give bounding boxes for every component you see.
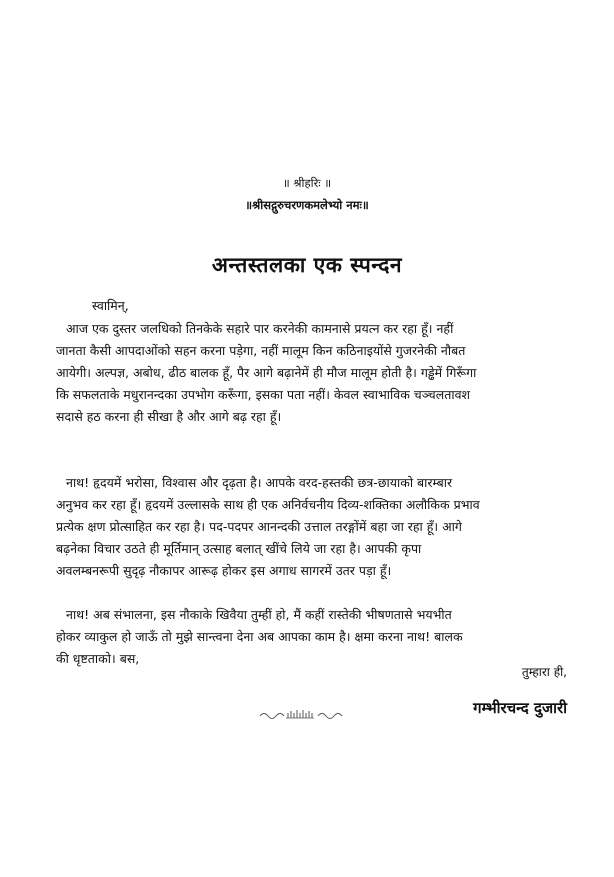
signature: गम्भीरचन्द दुजारी [473, 699, 567, 717]
paragraph-3 [56, 604, 564, 670]
ornamental-divider-icon [258, 708, 344, 722]
closing-phrase: तुम्हारा ही, [521, 665, 567, 679]
paragraph-line: होकर व्याकुल हो जाऊँ तो मुझे सान्त्वना देना अब आपका काम है। क्षमा करना नाथ! बालक [56, 629, 463, 644]
paragraph-line: की धृष्टताको। बस, [56, 651, 140, 666]
invocation-guru: ॥श्रीसद्गुरुचरणकमलेभ्यो नमः॥ [245, 198, 369, 212]
paragraph-line: आयेगी। अल्पज्ञ, अबोध, ढीठ बालक हूँ, पैर आगे बढ़ानेमें ही मौज मालूम होती है। गड्ढेमें गिरूँगा [56, 365, 477, 380]
paragraph-line: प्रत्येक क्षण प्रोत्साहित कर रहा है। पद-पदपर आनन्दकी उत्ताल तरङ्गोंमें बहा जा रहा हूँ। आगे [56, 519, 462, 534]
paragraph-line: सदासे हठ करना ही सीखा है और आगे बढ़ रहा हूँ। [56, 409, 282, 424]
paragraph-line: आज एक दुस्तर जलधिको तिनकेके सहारे पार करनेकी कामनासे प्रयत्न कर रहा हूँ। नहीं [66, 321, 454, 336]
paragraph-line: नाथ! अब संभालना, इस नौकाके खिवैया तुम्हीं हो, मैं कहीं रास्तेकी भीषणतासे भयभीत [66, 607, 452, 622]
invocation-shri-hari: ॥ श्रीहरिः ॥ [282, 176, 332, 190]
paragraph-line: अवलम्बनरूपी सुदृढ़ नौकापर आरूढ़ होकर इस अगाध सागरमें उतर पड़ा हूँ। [56, 563, 392, 578]
paragraph-line: नाथ! हृदयमें भरोसा, विश्वास और दृढ़ता है। आपके वरद-हस्तकी छत्र-छायाको बारम्बार [66, 475, 453, 490]
salutation: स्वामिन्, [92, 298, 129, 313]
paragraph-line: अनुभव कर रहा हूँ। हृदयमें उल्लासके साथ ही एक अनिर्वचनीय दिव्य-शक्तिका अलौकिक प्रभाव [56, 497, 480, 512]
paragraph-line: बढ़नेका विचार उठते ही मूर्तिमान् उत्साह बलात् खींचे लिये जा रहा है। आपकी कृपा [56, 541, 422, 556]
paragraph-line: कि सफलताके मधुरानन्दका उपभोग करूँगा, इसका पता नहीं। केवल स्वाभाविक चञ्चलतावश [56, 387, 471, 402]
paragraph-2 [56, 472, 564, 582]
page-title: अन्तस्तलका एक स्पन्दन [211, 253, 403, 277]
paragraph-line: जानता कैसी आपदाओंको सहन करना पड़ेगा, नहीं मालूम किन कठिनाइयोंसे गुजरनेकी नौबत [56, 343, 466, 358]
paragraph-1 [56, 318, 564, 428]
